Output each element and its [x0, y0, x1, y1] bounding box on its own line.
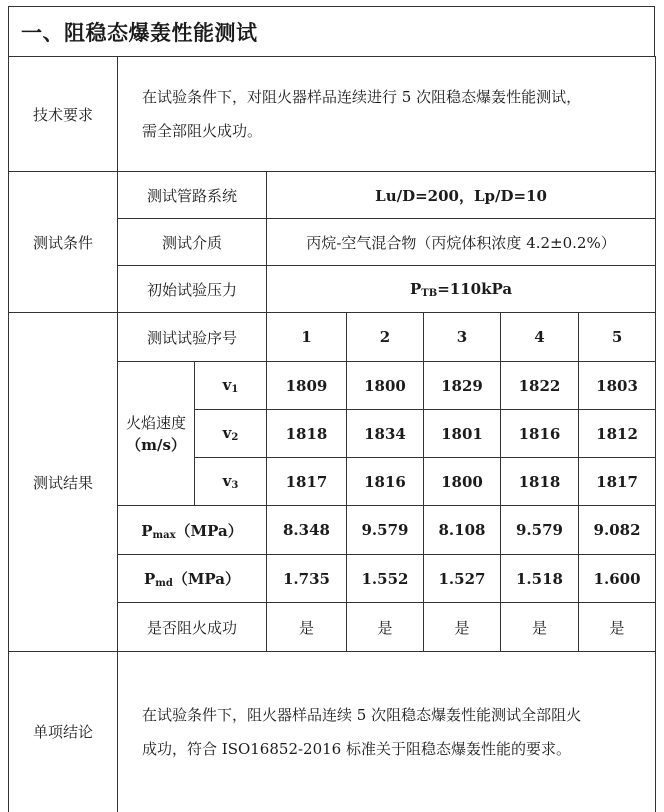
section-title: 一、阻稳态爆轰性能测试 [8, 6, 655, 57]
pmax-label: $P_{max}(MPa)$ [118, 506, 267, 555]
pmd-value: 1.600 [579, 555, 656, 603]
pmd-value: 1.552 [347, 555, 424, 603]
flame-speed-label-line2: （m/s） [126, 435, 186, 454]
conclusion-text-line1: 在试验条件下，阻火器样品连续 5 次阻稳态爆轰性能测试全部阻火 [142, 705, 582, 724]
requirement-text-line2: 需全部阻火成功。 [142, 122, 263, 140]
success-value: 是 [501, 603, 579, 652]
requirement-text-line1: 在试验条件下，对阻火器样品连续进行 5 次阻稳态爆轰性能测试， [142, 88, 582, 106]
pressure-symbol: P [410, 279, 422, 298]
requirement-row [9, 57, 656, 172]
pmd-value: 1.518 [501, 555, 579, 603]
pressure-subscript: TB [421, 287, 438, 299]
pmax-value: 8.348 [267, 506, 347, 555]
pmax-value: 8.108 [424, 506, 501, 555]
velocity-value: 1809 [267, 362, 347, 410]
velocity-value: 1803 [579, 362, 656, 410]
success-value: 是 [424, 603, 501, 652]
pmd-value: 1.735 [267, 555, 347, 603]
velocity-label: $v_1$ [195, 362, 267, 410]
test-results-table [8, 56, 656, 812]
velocity-value: 1822 [501, 362, 579, 410]
velocity-value: 1834 [347, 410, 424, 458]
conclusion-label: 单项结论 [9, 652, 118, 812]
velocity-value: 1800 [424, 458, 501, 506]
velocity-value: 1816 [501, 410, 579, 458]
requirement-label: 技术要求 [9, 57, 118, 172]
velocity-label: $v_2$ [195, 410, 267, 458]
velocity-value: 1829 [424, 362, 501, 410]
velocity-value: 1801 [424, 410, 501, 458]
seq-number: 4 [501, 313, 579, 362]
velocity-label: $v_3$ [195, 458, 267, 506]
velocity-value: 1817 [579, 458, 656, 506]
results-label: 测试结果 [9, 313, 118, 652]
requirement-text [118, 57, 656, 172]
conclusion-text-line2: 成功，符合 ISO16852-2016 标准关于阻稳态爆轰性能的要求。 [142, 739, 571, 758]
pmax-value: 9.082 [579, 506, 656, 555]
condition-name: 测试介质 [118, 219, 267, 266]
conclusion-row [9, 652, 656, 812]
pmd-value: 1.527 [424, 555, 501, 603]
seq-header: 测试试验序号 [118, 313, 267, 362]
pmax-value: 9.579 [501, 506, 579, 555]
flame-speed-label-line1: 火焰速度 [125, 413, 186, 432]
condition-name: 测试管路系统 [118, 172, 267, 219]
success-label: 是否阻火成功 [118, 603, 267, 652]
velocity-value: 1816 [347, 458, 424, 506]
condition-row [9, 172, 656, 219]
results-header-row [9, 313, 656, 362]
success-value: 是 [347, 603, 424, 652]
seq-number: 2 [347, 313, 424, 362]
report-sheet [8, 0, 656, 806]
success-value: 是 [267, 603, 347, 652]
flame-speed-label [118, 362, 195, 506]
pmd-label: $P_{md}(MPa)$ [118, 555, 267, 603]
success-value: 是 [579, 603, 656, 652]
seq-number: 5 [579, 313, 656, 362]
condition-value [267, 266, 656, 313]
velocity-value: 1818 [267, 410, 347, 458]
seq-number: 1 [267, 313, 347, 362]
pmax-value: 9.579 [347, 506, 424, 555]
velocity-value: 1817 [267, 458, 347, 506]
velocity-value: 1812 [579, 410, 656, 458]
velocity-value: 1818 [501, 458, 579, 506]
condition-value: Lu/D=200，Lp/D=10 [267, 172, 656, 219]
conclusion-text [118, 652, 656, 812]
conditions-label: 测试条件 [9, 172, 118, 313]
condition-value: 丙烷-空气混合物（丙烷体积浓度 4.2±0.2%） [267, 219, 656, 266]
velocity-value: 1800 [347, 362, 424, 410]
condition-name: 初始试验压力 [118, 266, 267, 313]
pressure-value: =110kPa [437, 279, 513, 298]
seq-number: 3 [424, 313, 501, 362]
